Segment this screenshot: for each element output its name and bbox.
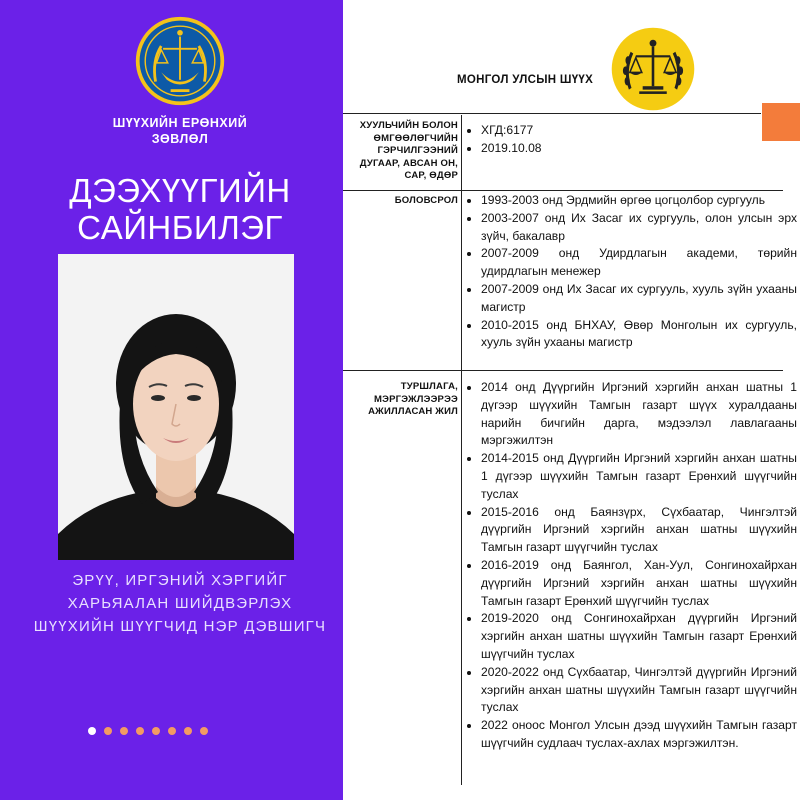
nomination-line: ХАРЬЯАЛАН ШИЙДВЭРЛЭХ: [67, 595, 293, 612]
left-panel: [0, 0, 343, 800]
label-line: ХУУЛЬЧИЙН БОЛОН: [359, 120, 458, 131]
court-emblem-icon: [610, 26, 696, 112]
label-line: ГЭРЧИЛГЭЭНИЙ: [377, 145, 458, 157]
experience-list: [466, 379, 797, 753]
page-dot[interactable]: [136, 727, 144, 735]
page-dot[interactable]: [120, 727, 128, 735]
list-item: • 2019.10.08: [481, 140, 797, 158]
section-divider: [343, 370, 783, 371]
license-list: [466, 122, 797, 158]
page-dot[interactable]: [168, 727, 176, 735]
list-item: • ХГД:6177: [481, 122, 797, 140]
judicial-council-emblem-icon: [133, 14, 227, 108]
label-line: ТУРШЛАГА,: [400, 381, 458, 392]
list-item: • 2015-2016 онд Баянзүрх, Сүхбаатар, Чингэлтэй дүүргийн Иргэний хэргийн анхан шатны шүүхийн Тамгын газарт шүүгчийн туслах: [481, 504, 797, 557]
candidate-surname: ДЭЭХҮҮГИЙН: [69, 172, 291, 209]
nomination-position: [30, 569, 330, 638]
label-line: АЖИЛЛАСАН ЖИЛ: [368, 406, 458, 418]
page-dot[interactable]: [152, 727, 160, 735]
page-dot[interactable]: [200, 727, 208, 735]
council-title-line: ШҮҮХИЙН ЕРӨНХИЙ: [112, 116, 248, 130]
column-divider: [461, 115, 462, 785]
page-dot[interactable]: [104, 727, 112, 735]
list-item: • 2007-2009 онд Удирдлагын академи, төрийн удирдлагын менежер: [481, 245, 797, 281]
label-line: МЭРГЭЖЛЭЭРЭЭ: [374, 393, 458, 405]
list-item: • 2014-2015 онд Дүүргийн Иргэний хэргийн анхан шатны 1 дүгээр шүүхийн Тамгын газарт Ерөнхий шүүгчийн туслах: [481, 450, 797, 503]
list-item: • 2019-2020 онд Сонгинохайрхан дүүргийн Иргэний хэргийн анхан шатны шүүхийн Тамгын газарт Ерөнхий шүүгчийн туслах: [481, 610, 797, 663]
page-dot-active[interactable]: [88, 727, 96, 735]
page-indicator: [88, 727, 208, 737]
section-divider: [343, 190, 783, 191]
label-line: БОЛОВСРОЛ: [394, 195, 458, 206]
label-line: САР, ӨДӨР: [404, 170, 458, 182]
council-title-line: ЗӨВЛӨЛ: [151, 132, 209, 146]
list-item: • 1993-2003 онд Эрдмийн өргөө цогцолбор сургууль: [481, 192, 797, 210]
list-item: • 2016-2019 онд Баянгол, Хан-Уул, Сонгинохайрхан дүүргийн Иргэний хэргийн анхан шатны шүүхийн Тамгын газарт Ерөнхий шүүгчийн туслах: [481, 557, 797, 610]
license-section-label: [348, 120, 458, 183]
council-title: [90, 115, 270, 147]
education-section-label: [348, 195, 458, 208]
list-item: • 2014 онд Дүүргийн Иргэний хэргийн анхан шатны 1 дүгээр шүүхийн Тамгын газарт шүүх хуралдааны нарийн бичгийн дарга, мэдээлэл лавлагааны мэргэжилтэн: [481, 379, 797, 450]
section-divider: [343, 113, 761, 114]
list-item: • 2022 оноос Монгол Улсын дээд шүүхийн Тамгын газарт шүүгчийн судлаач туслах-ахлах мэргэжилтэн.: [481, 717, 797, 753]
experience-section-label: [348, 381, 458, 419]
nomination-line: ЭРҮҮ, ИРГЭНИЙ ХЭРГИЙГ: [72, 572, 288, 589]
portrait-illustration: [58, 254, 294, 560]
education-list: [466, 192, 797, 352]
candidate-given-name: САЙНБИЛЭГ: [77, 209, 283, 246]
list-item: • 2007-2009 онд Их Засаг их сургууль, хууль зүйн ухааны магистр: [481, 281, 797, 317]
list-item: • 2010-2015 онд БНХАУ, Өвөр Монголын их сургууль, хууль зүйн ухааны магистр: [481, 317, 797, 353]
list-item: • 2020-2022 онд Сүхбаатар, Чингэлтэй дүүргийн Иргэний хэргийн анхан шатны шүүхийн Тамгын газарт шүүгчийн туслах: [481, 664, 797, 717]
candidate-name: [40, 172, 320, 246]
candidate-photo: [58, 254, 294, 560]
label-line: ДУГААР, АВСАН ОН,: [359, 157, 458, 169]
label-line: ӨМГӨӨЛӨГЧИЙН: [373, 132, 458, 144]
court-title: МОНГОЛ УЛСЫН ШҮҮХ: [457, 74, 594, 86]
list-item: • 2003-2007 онд Их Засаг их сургууль, олон улсын эрх зүйч, бакалавр: [481, 210, 797, 246]
nomination-line: ШҮҮХИЙН ШҮҮГЧИД НЭР ДЭВШИГЧ: [33, 618, 327, 635]
page-dot[interactable]: [184, 727, 192, 735]
